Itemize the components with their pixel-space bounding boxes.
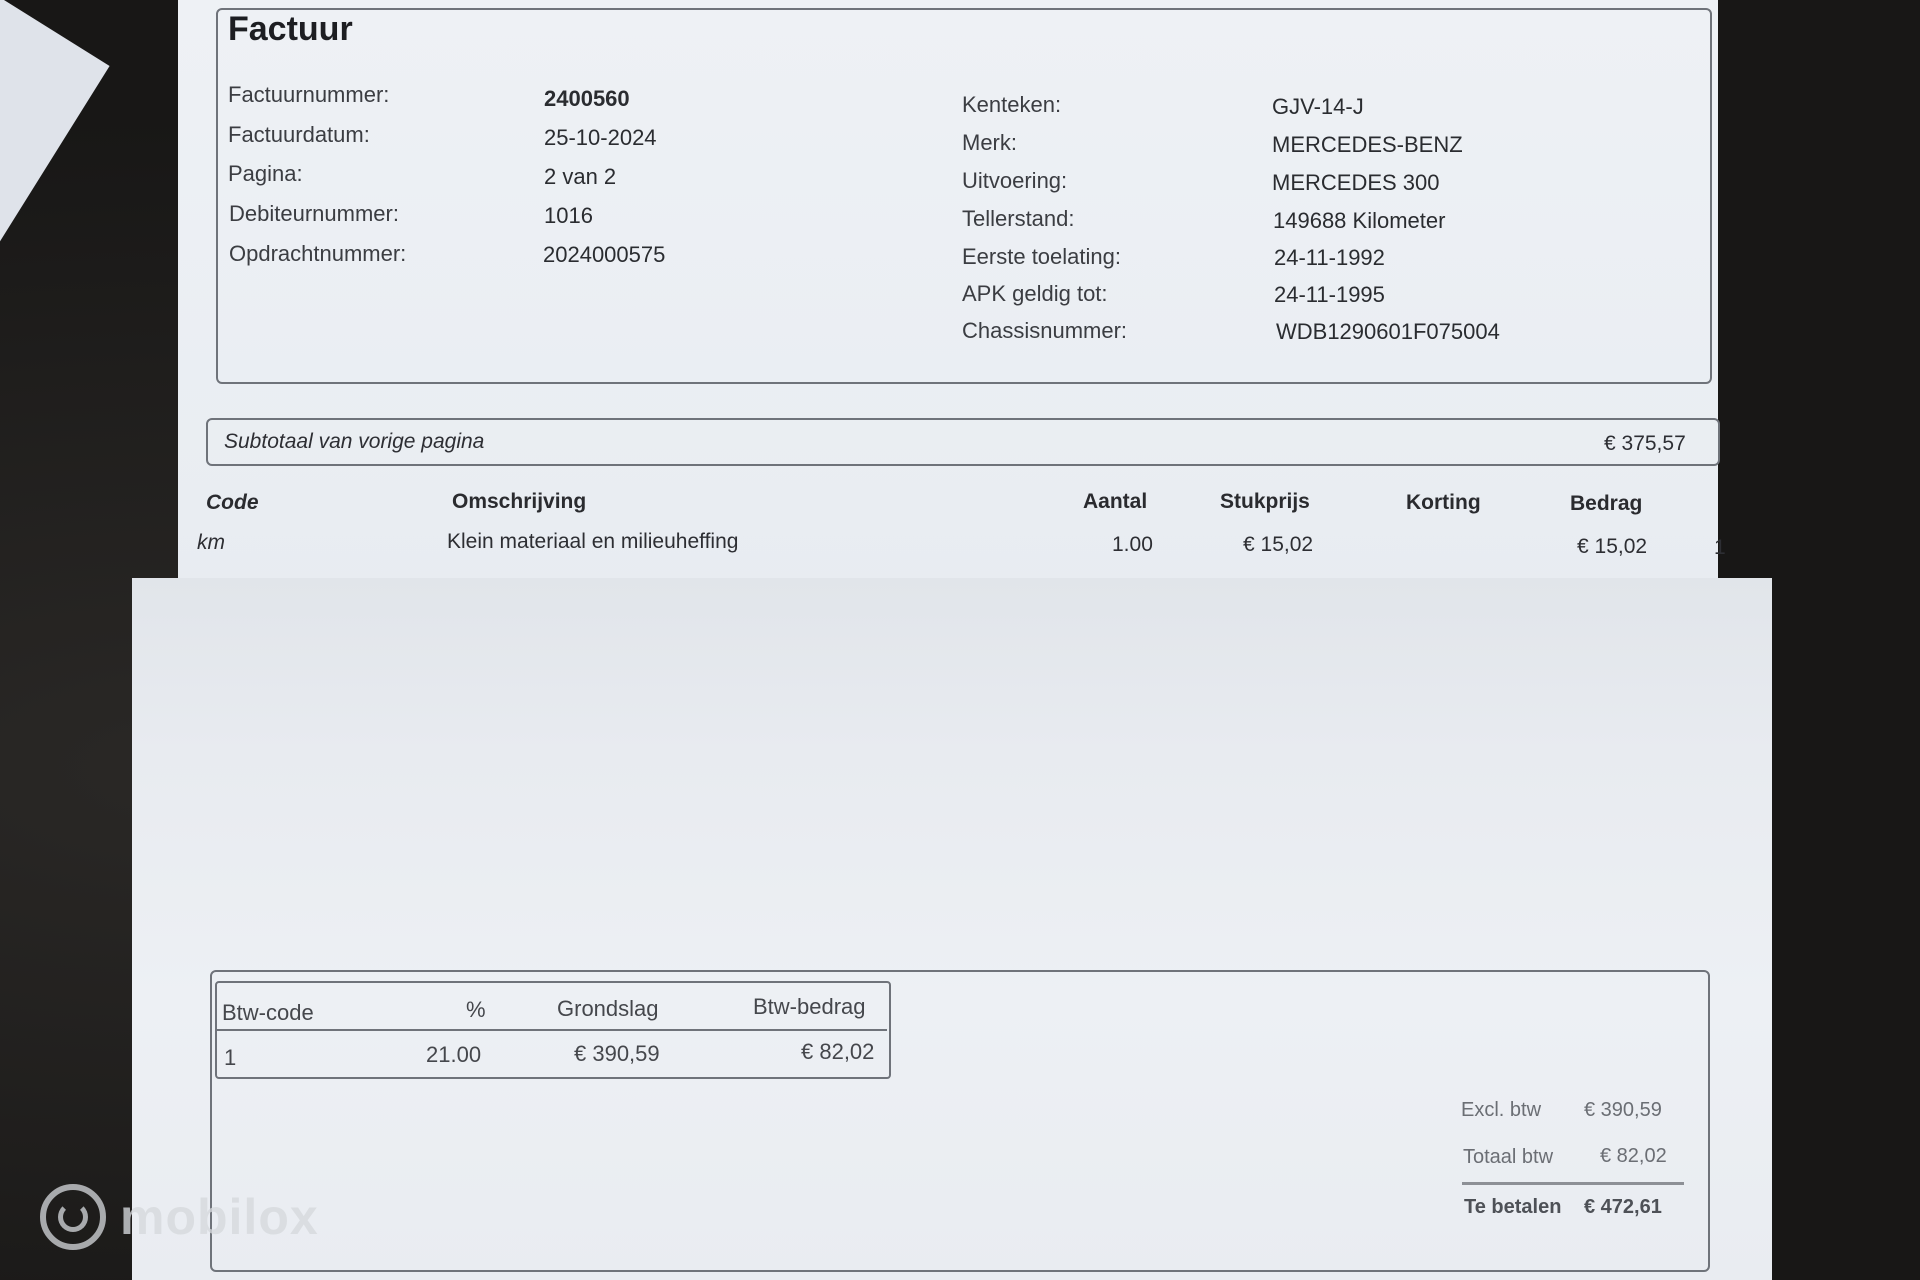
vehicle-value-brand: MERCEDES-BENZ: [1272, 132, 1463, 157]
column-header-discount: Korting: [1406, 491, 1481, 514]
vehicle-label-first-registration: Eerste toelating:: [962, 244, 1121, 269]
column-header-amount: Bedrag: [1570, 492, 1643, 515]
vehicle-label-odometer: Tellerstand:: [962, 206, 1075, 231]
field-value-order-number: 2024000575: [543, 242, 666, 267]
total-label-vat: Totaal btw: [1463, 1146, 1554, 1168]
total-value-to-pay: € 472,61: [1584, 1196, 1662, 1218]
total-value-excl-vat: € 390,59: [1584, 1099, 1662, 1121]
line-description: Klein materiaal en milieuheffing: [447, 530, 739, 553]
vehicle-value-odometer: 149688 Kilometer: [1273, 208, 1446, 233]
invoice-title: Factuur: [228, 10, 353, 48]
field-label-debtor-number: Debiteurnummer:: [229, 201, 399, 226]
vehicle-value-apk: 24-11-1995: [1274, 282, 1385, 307]
vehicle-label-apk: APK geldig tot:: [962, 281, 1108, 306]
vehicle-label-model: Uitvoering:: [962, 168, 1068, 193]
mobilox-logo-icon: [40, 1184, 106, 1250]
line-unit-price: € 15,02: [1243, 533, 1314, 556]
vat-row-code: 1: [224, 1045, 237, 1070]
subtotal-value: € 375,57: [1604, 432, 1686, 455]
column-header-code: Code: [206, 491, 259, 514]
vat-table-divider: [217, 1029, 887, 1031]
total-label-excl-vat: Excl. btw: [1461, 1099, 1542, 1121]
column-header-unit-price: Stukprijs: [1220, 490, 1310, 513]
vehicle-value-model: MERCEDES 300: [1272, 170, 1440, 195]
vehicle-value-plate: GJV-14-J: [1272, 94, 1364, 119]
mobilox-logo-text: mobilox: [120, 1189, 319, 1245]
vehicle-value-chassis: WDB1290601F075004: [1276, 319, 1500, 344]
line-quantity: 1.00: [1112, 533, 1153, 556]
field-label-invoice-date: Factuurdatum:: [228, 122, 370, 147]
vat-header-base: Grondslag: [557, 996, 659, 1021]
field-label-invoice-number: Factuurnummer:: [228, 82, 390, 107]
line-code: km: [197, 531, 225, 554]
vehicle-label-chassis: Chassisnummer:: [962, 318, 1128, 343]
field-value-invoice-date: 25-10-2024: [544, 125, 657, 150]
field-value-debtor-number: 1016: [544, 203, 593, 228]
column-header-quantity: Aantal: [1083, 490, 1148, 513]
mobilox-watermark-logo: [40, 1184, 319, 1250]
line-vat-code: 1: [1714, 536, 1726, 559]
field-value-invoice-number: 2400560: [544, 86, 630, 111]
vat-row-percent: 21.00: [426, 1042, 482, 1067]
totals-rule: [1462, 1182, 1684, 1185]
vehicle-label-brand: Merk:: [962, 130, 1017, 155]
field-value-page: 2 van 2: [544, 164, 617, 189]
field-label-page: Pagina:: [228, 161, 303, 186]
vat-header-amount: Btw-bedrag: [753, 994, 866, 1019]
total-value-vat: € 82,02: [1600, 1145, 1667, 1167]
column-header-description: Omschrijving: [452, 490, 587, 513]
vehicle-label-plate: Kenteken:: [962, 92, 1062, 117]
vat-row-base: € 390,59: [574, 1041, 660, 1066]
total-label-to-pay: Te betalen: [1464, 1196, 1562, 1218]
field-label-order-number: Opdrachtnummer:: [229, 241, 407, 266]
vehicle-value-first-registration: 24-11-1992: [1274, 245, 1385, 270]
line-amount: € 15,02: [1577, 535, 1648, 558]
subtotal-label: Subtotaal van vorige pagina: [224, 430, 485, 453]
vat-header-percent: %: [466, 997, 486, 1022]
vat-header-code: Btw-code: [222, 1000, 314, 1025]
vat-row-amount: € 82,02: [801, 1039, 875, 1064]
